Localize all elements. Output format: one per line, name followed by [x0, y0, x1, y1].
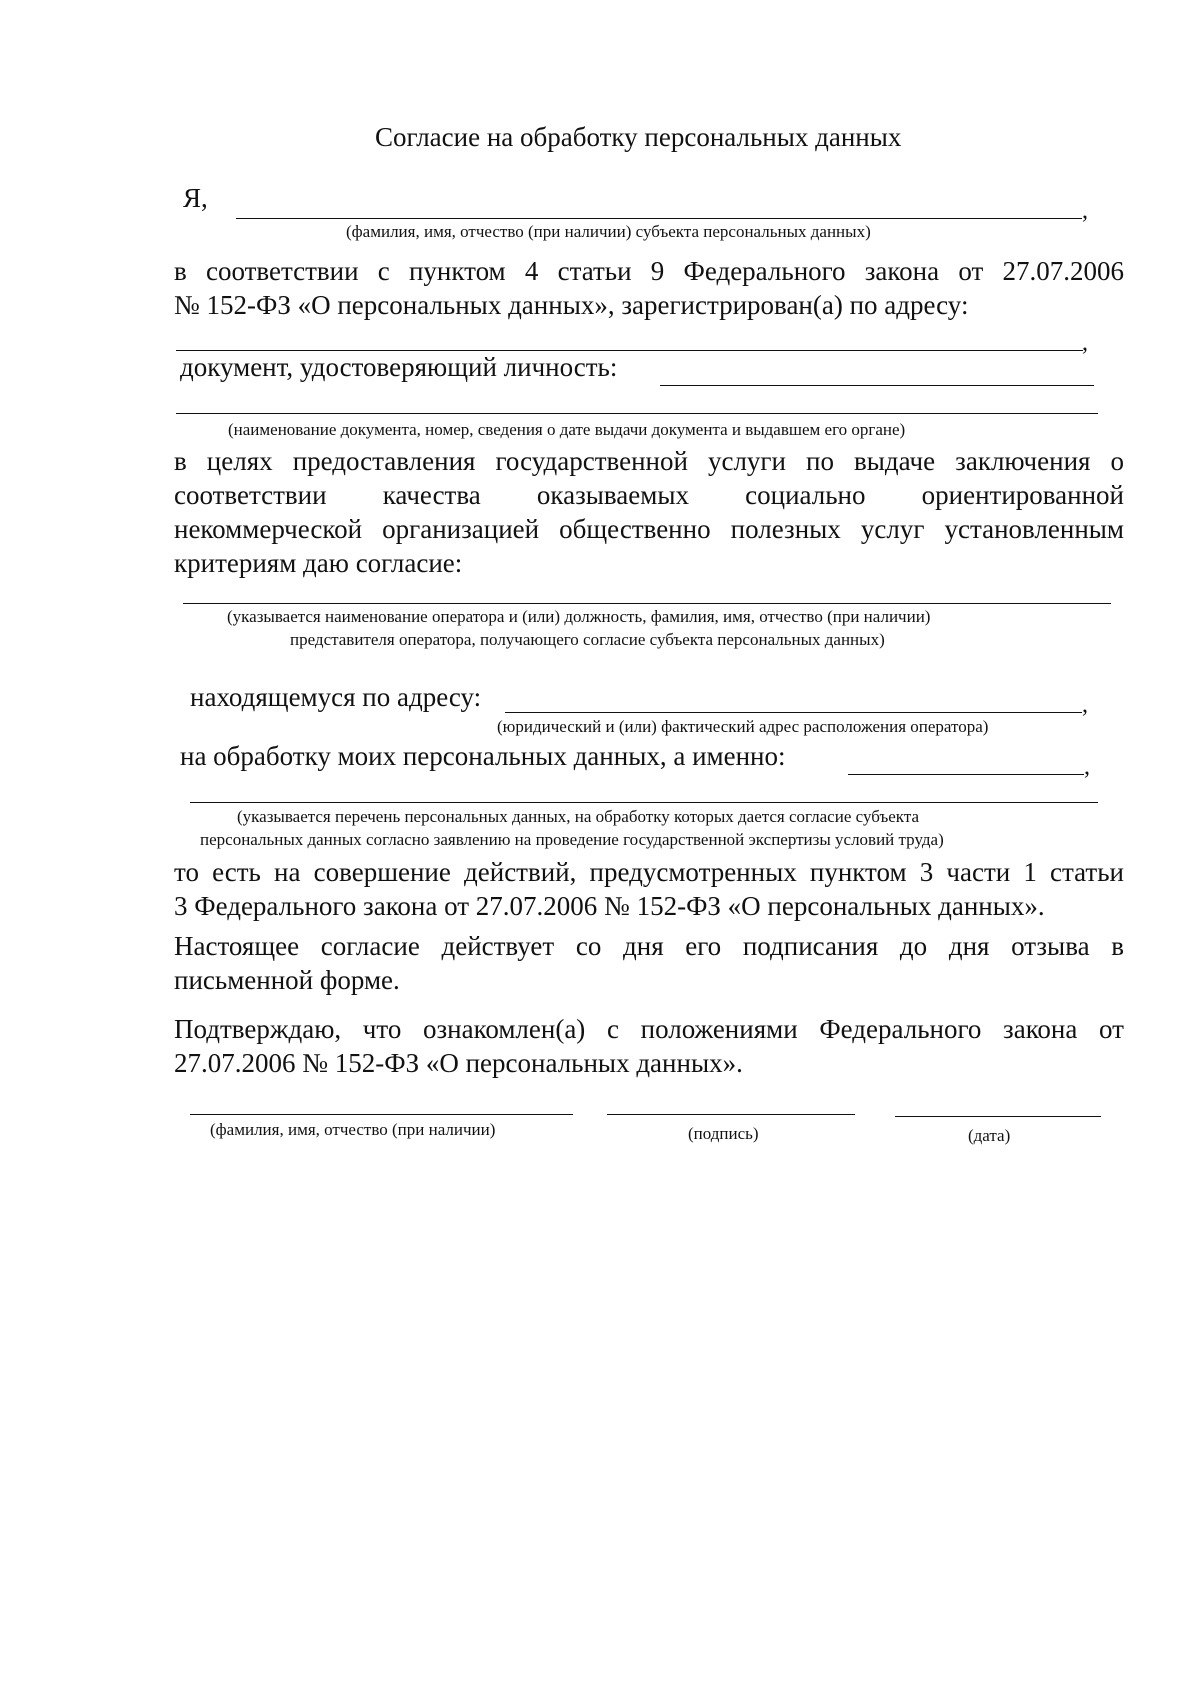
id-document-field-continued[interactable] — [176, 413, 1098, 414]
caption-data-list-2: персональных данных согласно заявлению на проведение государственной экспертизы условий труда) — [200, 830, 944, 849]
paragraph-actions-line-1: то есть на совершение действий, предусмотренных пунктом 3 части 1 статьи — [174, 857, 1124, 887]
caption-id-document: (наименование документа, номер, сведения о дате выдачи документа и выдавшем его органе) — [228, 420, 906, 439]
processing-label: на обработку моих персональных данных, а именно: — [180, 741, 786, 771]
caption-signature: (подпись) — [688, 1124, 759, 1143]
signature-date-field[interactable] — [895, 1116, 1101, 1117]
signature-fio-field[interactable] — [190, 1114, 573, 1115]
caption-signature-date: (дата) — [968, 1126, 1011, 1145]
paragraph-validity-line-1: Настоящее согласие действует со дня его подписания до дня отзыва в — [174, 931, 1124, 961]
caption-fio-subject: (фамилия, имя, отчество (при наличии) субъекта персональных данных) — [346, 222, 871, 241]
comma: , — [1082, 198, 1088, 224]
operator-field[interactable] — [183, 603, 1111, 604]
caption-operator-2: представителя оператора, получающего согласие субъекта персональных данных) — [290, 630, 885, 649]
comma: , — [1084, 754, 1090, 780]
comma: , — [1082, 330, 1088, 356]
ya-label: Я, — [183, 183, 208, 213]
paragraph-confirm-line-2: 27.07.2006 № 152-ФЗ «О персональных данных». — [174, 1048, 743, 1078]
comma: , — [1082, 692, 1088, 718]
paragraph-purpose-line-4: критериям даю согласие: — [174, 548, 463, 578]
paragraph-law-line-1: в соответствии с пунктом 4 статьи 9 Федерального закона от 27.07.2006 — [174, 256, 1124, 286]
fio-subject-field[interactable] — [236, 218, 1082, 219]
paragraph-confirm-line-1: Подтверждаю, что ознакомлен(а) с положениями Федерального закона от — [174, 1014, 1124, 1044]
paragraph-law-line-2: № 152-ФЗ «О персональных данных», зарегистрирован(а) по адресу: — [174, 290, 969, 320]
paragraph-purpose-line-3: некоммерческой организацией общественно полезных услуг установленным — [174, 514, 1124, 544]
operator-address-label: находящемуся по адресу: — [190, 682, 482, 712]
paragraph-purpose-line-2: соответствии качества оказываемых социально ориентированной — [174, 480, 1124, 510]
caption-operator-1: (указывается наименование оператора и (или) должность, фамилия, имя, отчество (при наличии) — [227, 607, 931, 626]
registration-address-field[interactable] — [176, 350, 1083, 351]
paragraph-purpose-line-1: в целях предоставления государственной услуги по выдаче заключения о — [174, 446, 1124, 476]
paragraph-actions-line-2: 3 Федерального закона от 27.07.2006 № 152-ФЗ «О персональных данных». — [174, 891, 1045, 921]
document-title: Согласие на обработку персональных данных — [375, 122, 902, 152]
paragraph-validity-line-2: письменной форме. — [174, 965, 400, 995]
caption-operator-address: (юридический и (или) фактический адрес расположения оператора) — [497, 717, 989, 736]
operator-address-field[interactable] — [505, 712, 1082, 713]
personal-data-field-continued[interactable] — [190, 802, 1098, 803]
caption-data-list-1: (указывается перечень персональных данных, на обработку которых дается согласие субъекта — [237, 807, 920, 826]
signature-field[interactable] — [607, 1114, 855, 1115]
caption-signature-fio: (фамилия, имя, отчество (при наличии) — [210, 1120, 496, 1139]
id-document-field[interactable] — [660, 385, 1094, 386]
id-document-label: документ, удостоверяющий личность: — [180, 352, 618, 382]
personal-data-field[interactable] — [848, 774, 1084, 775]
